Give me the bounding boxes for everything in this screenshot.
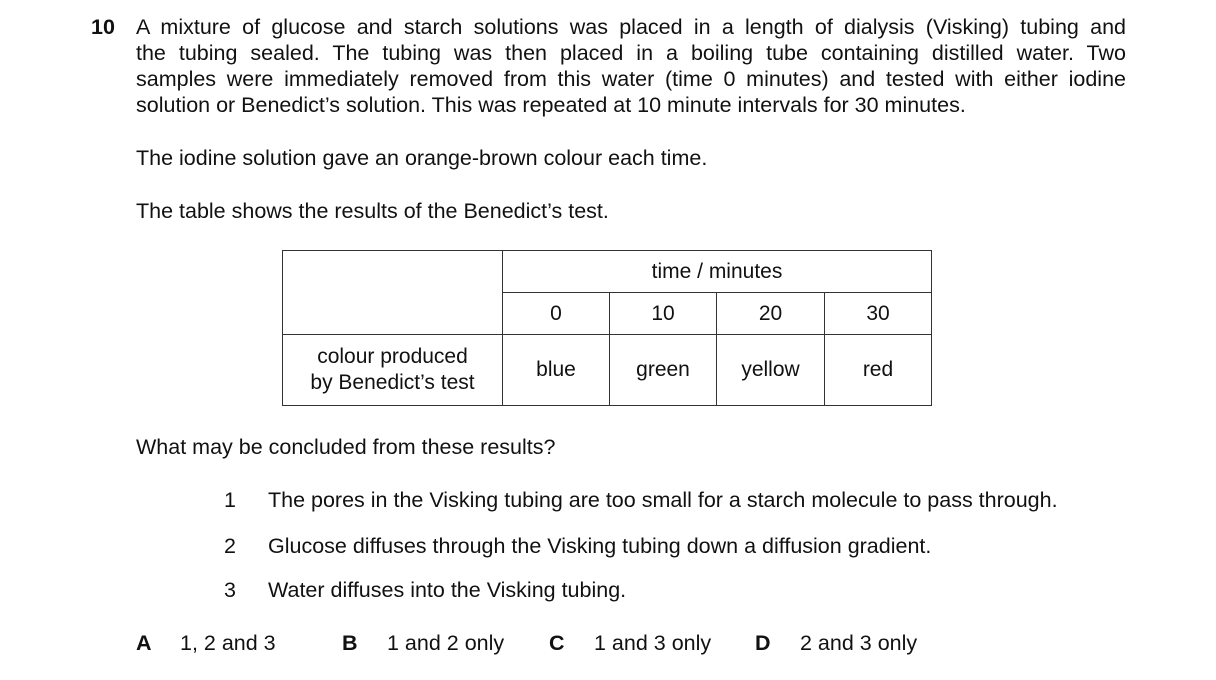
colour-cell: blue: [503, 335, 610, 406]
question-number: 10: [91, 15, 115, 39]
row-label-cell: [283, 335, 503, 406]
option-a-letter[interactable]: A: [136, 631, 152, 655]
colour-cell: red: [825, 335, 932, 406]
iodine-result-text: The iodine solution gave an orange-brown colour each time.: [136, 146, 708, 170]
time-header-cell: 0: [503, 293, 610, 335]
statement-text: Glucose diffuses through the Visking tubing down a diffusion gradient.: [268, 534, 932, 558]
option-c-text[interactable]: 1 and 3 only: [594, 631, 712, 655]
table-intro-text: The table shows the results of the Benedict’s test.: [136, 199, 609, 223]
question-prompt: What may be concluded from these results?: [136, 435, 556, 459]
statement-number: 3: [224, 578, 236, 602]
option-b-letter[interactable]: B: [342, 631, 358, 655]
stem-line: solution or Benedict’s solution. This was repeated at 10 minute intervals for 30 minutes.: [136, 93, 966, 117]
statement-text: The pores in the Visking tubing are too small for a starch molecule to pass through.: [268, 488, 1058, 512]
benedict-results-table: [282, 250, 932, 406]
statement-number: 1: [224, 488, 236, 512]
option-d-letter[interactable]: D: [755, 631, 771, 655]
statement-number: 2: [224, 534, 236, 558]
option-c-letter[interactable]: C: [549, 631, 565, 655]
time-header-cell: 30: [825, 293, 932, 335]
row-label-line: by Benedict’s test: [310, 371, 475, 394]
time-header-cell: 20: [717, 293, 825, 335]
colour-cell: yellow: [717, 335, 825, 406]
stem-line: A mixture of glucose and starch solutions was placed in a length of dialysis (Visking) tubing and: [136, 15, 1126, 39]
table-corner-cell: [283, 251, 503, 335]
stem-line: samples were immediately removed from this water (time 0 minutes) and tested with either iodine: [136, 67, 1126, 91]
option-d-text[interactable]: 2 and 3 only: [800, 631, 918, 655]
option-b-text[interactable]: 1 and 2 only: [387, 631, 505, 655]
row-label-line: colour produced: [317, 345, 468, 368]
colour-cell: green: [610, 335, 717, 406]
time-group-header: time / minutes: [503, 251, 932, 293]
time-header-cell: 10: [610, 293, 717, 335]
stem-line: the tubing sealed. The tubing was then placed in a boiling tube containing distilled water. Two: [136, 41, 1126, 65]
question-stem: [136, 14, 1126, 118]
option-a-text[interactable]: 1, 2 and 3: [180, 631, 276, 655]
statement-text: Water diffuses into the Visking tubing.: [268, 578, 627, 602]
